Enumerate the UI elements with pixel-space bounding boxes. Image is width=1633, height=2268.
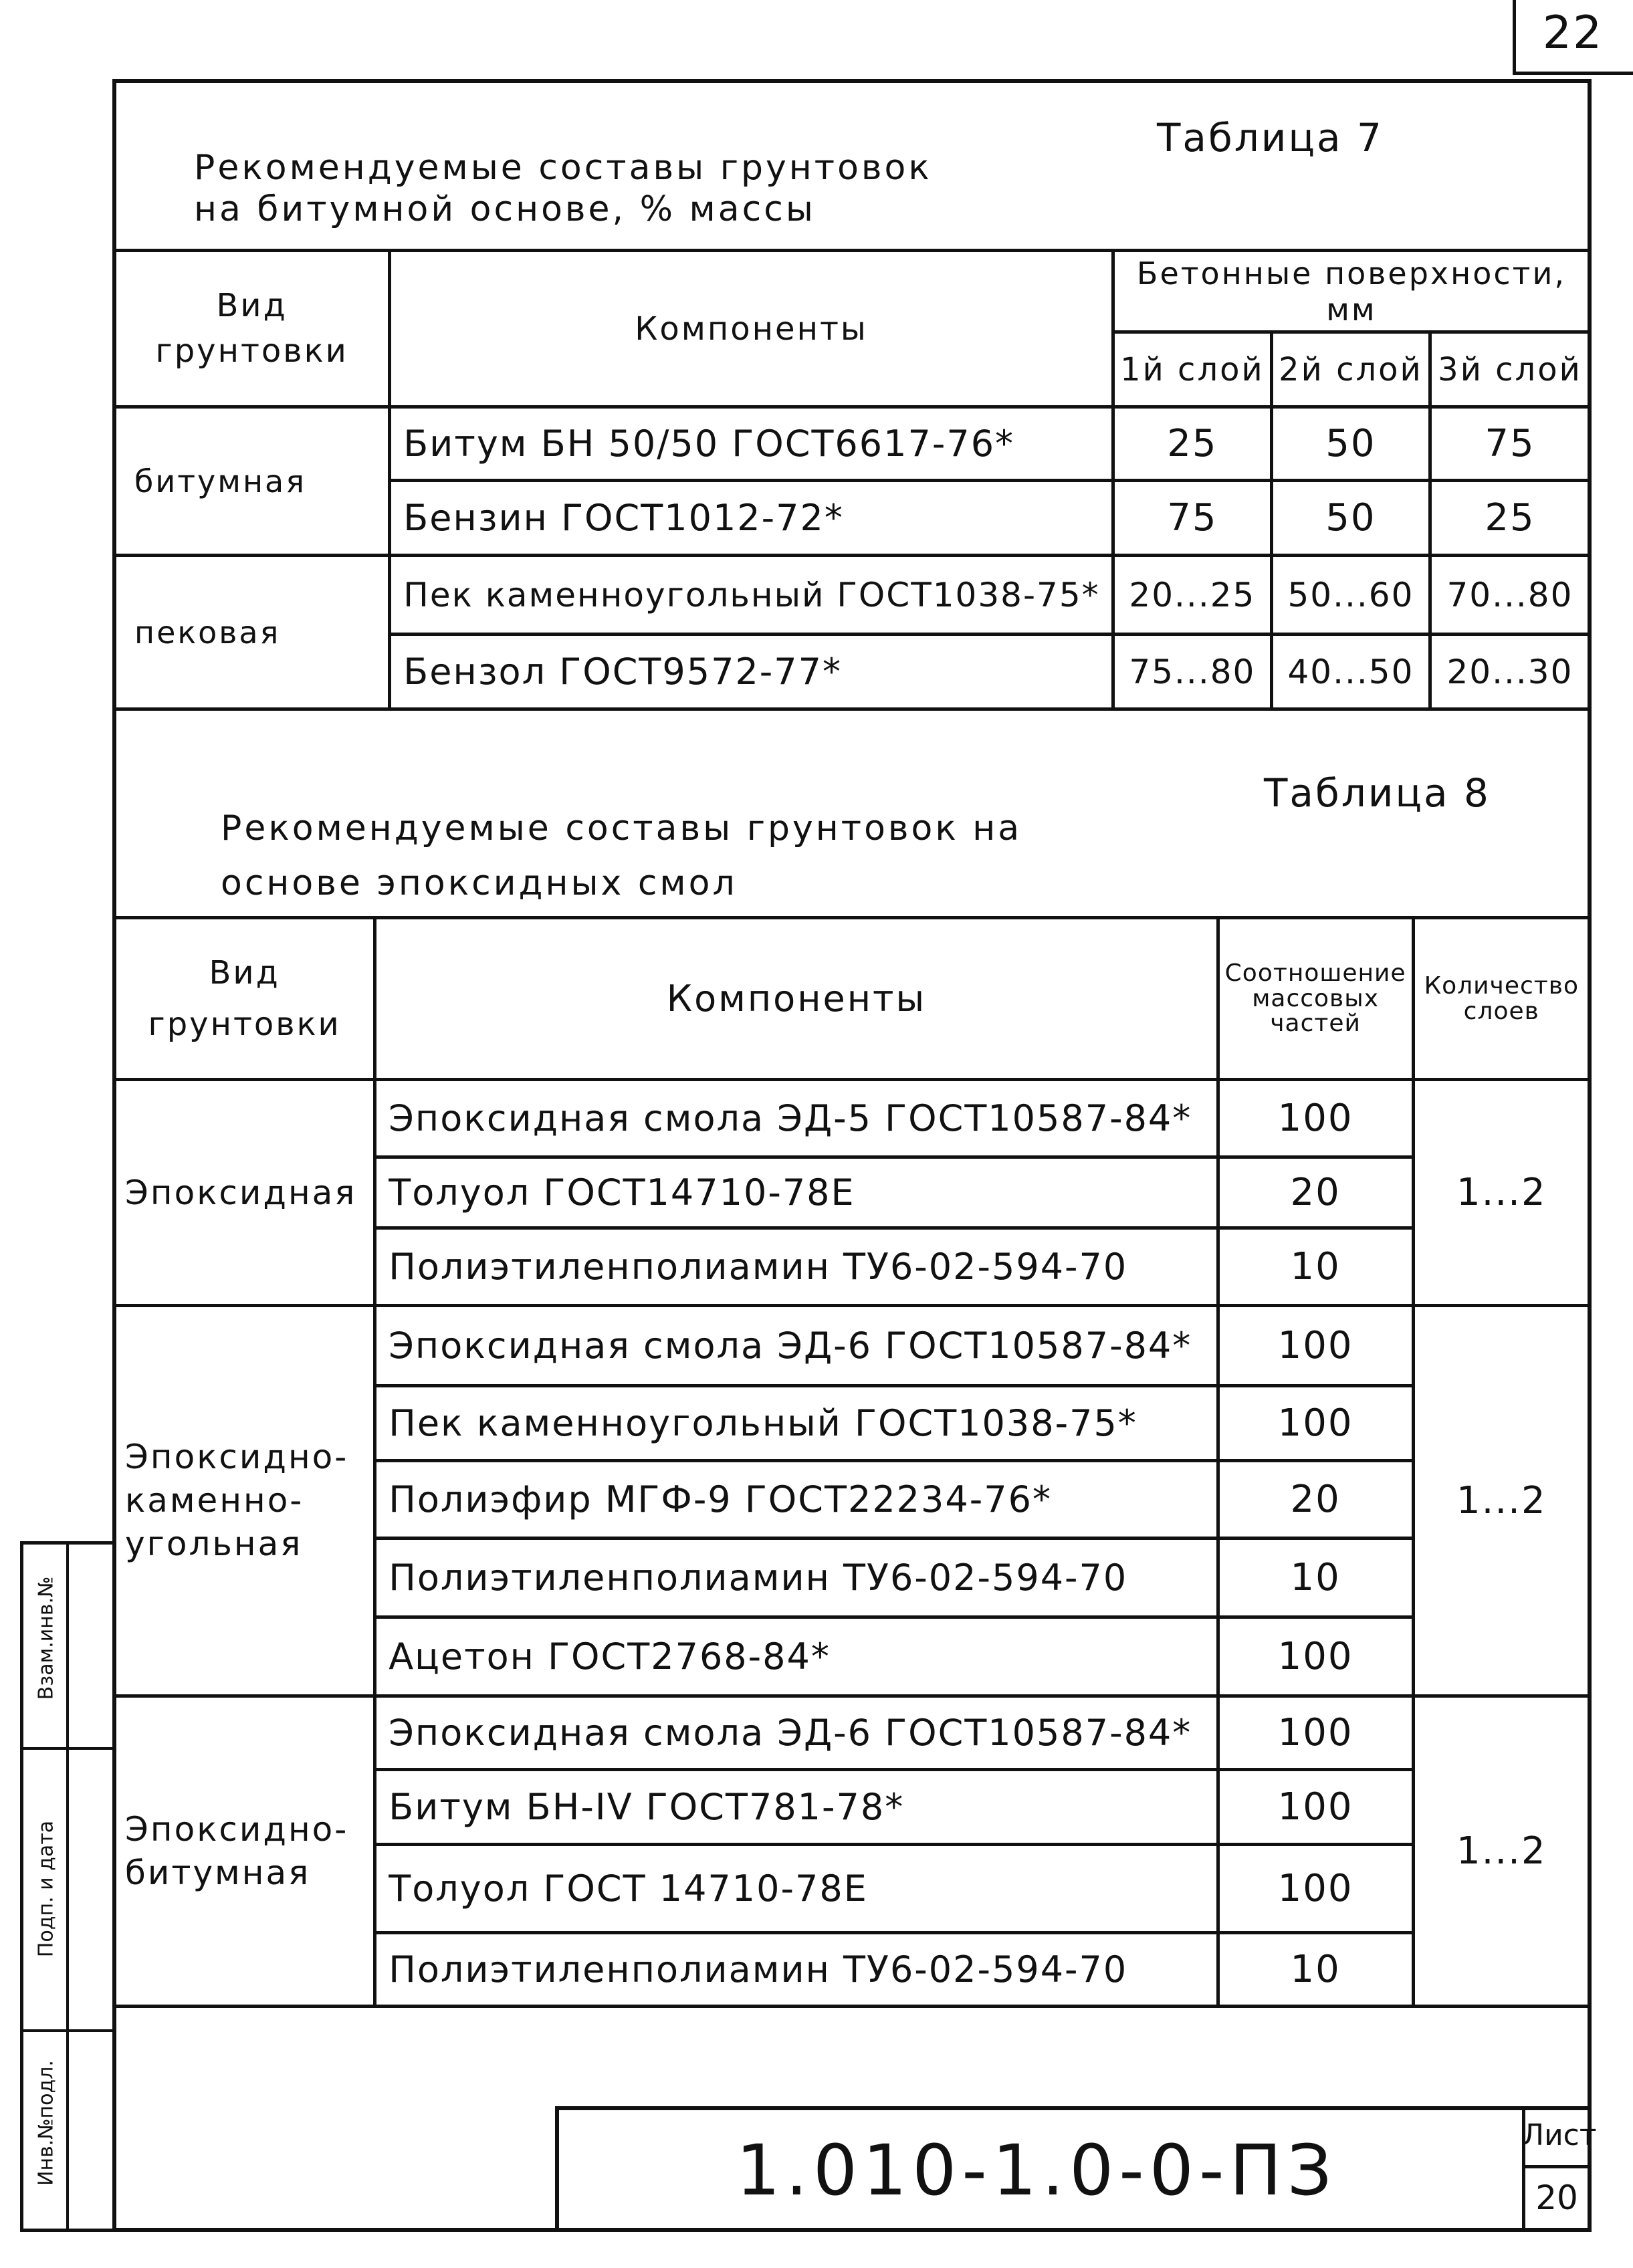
t8-component: Битум БН-IV ГОСТ781-78*: [375, 1770, 1218, 1845]
t8-header-type-text: Вид грунтовки: [148, 953, 341, 1043]
t8-header-type: [114, 918, 375, 1080]
stamp-replace-inv: Взам.инв.№: [34, 1576, 58, 1700]
table7-label: Таблица 7: [1157, 115, 1384, 160]
t7-component: Битум БН 50/50 ГОСТ6617-76*: [390, 407, 1113, 481]
t8-ratio: 100: [1218, 1845, 1413, 1933]
table7-title-line1: Рекомендуемые составы грунтовок: [194, 148, 932, 188]
t7-value: 75...80: [1113, 635, 1271, 709]
t7-header-components: Компоненты: [390, 251, 1113, 407]
t8-ratio: 20: [1218, 1461, 1413, 1539]
t8-ratio: 100: [1218, 1306, 1413, 1386]
t7-type-bitumen: битумная: [114, 407, 390, 556]
t7-header-layer3: 3й слой: [1430, 332, 1590, 407]
stamp-inv-no: Инв.№подл.: [34, 2060, 58, 2186]
t7-value: 20...30: [1430, 635, 1590, 709]
t8-header-ratio: [1218, 918, 1413, 1080]
t8-type-epoxy-coal-text: Эпоксидно-каменно-угольная: [125, 1438, 349, 1563]
table8-title-line2: основе эпоксидных смол: [221, 863, 738, 903]
t8-layers: 1...2: [1413, 1306, 1590, 1696]
table8: [112, 916, 1592, 2008]
t8-header-layers-text: Количество слоев: [1424, 972, 1579, 1025]
t7-value: 75: [1113, 481, 1271, 556]
t8-type-epoxy: Эпоксидная: [114, 1080, 375, 1306]
sheet-label: Лист: [1522, 2118, 1597, 2152]
sheet-number: 20: [1535, 2178, 1578, 2217]
t7-value: 20...25: [1113, 556, 1271, 635]
t8-component: Полиэфир МГФ-9 ГОСТ22234-76*: [375, 1461, 1218, 1539]
page-number: 22: [1542, 7, 1604, 60]
stamp-sign-date: Подп. и дата: [34, 1820, 58, 1958]
t8-component: Эпоксидная смола ЭД-6 ГОСТ10587-84*: [375, 1696, 1218, 1770]
t8-component: Ацетон ГОСТ2768-84*: [375, 1617, 1218, 1696]
t8-component: Полиэтиленполиамин ТУ6-02-594-70: [375, 1539, 1218, 1617]
table8-title-line1: Рекомендуемые составы грунтовок на: [221, 808, 1022, 848]
t8-ratio: 100: [1218, 1696, 1413, 1770]
t7-component: Бензол ГОСТ9572-77*: [390, 635, 1113, 709]
t7-component: Пек каменноугольный ГОСТ1038-75*: [390, 556, 1113, 635]
t7-value: 25: [1113, 407, 1271, 481]
t8-component: Полиэтиленполиамин ТУ6-02-594-70: [375, 1933, 1218, 2007]
table7-title-line2: на битумной основе, % массы: [194, 189, 816, 229]
t8-header-ratio-text: Соотношение массовых частей: [1224, 959, 1406, 1038]
t8-component: Толуол ГОСТ14710-78Е: [375, 1157, 1218, 1228]
t7-value: 50...60: [1271, 556, 1430, 635]
t7-value: 25: [1430, 481, 1590, 556]
t7-header-surfaces: Бетонные поверхности, мм: [1113, 251, 1590, 332]
t8-layers: 1...2: [1413, 1080, 1590, 1306]
t7-type-pitch: пековая: [114, 556, 390, 709]
t8-component: Толуол ГОСТ 14710-78Е: [375, 1845, 1218, 1933]
table8-label: Таблица 8: [1264, 770, 1491, 816]
t7-header-layer1: 1й слой: [1113, 332, 1271, 407]
t8-ratio: 100: [1218, 1080, 1413, 1157]
t7-header-type: [114, 251, 390, 407]
t7-value: 50: [1271, 481, 1430, 556]
t8-layers: 1...2: [1413, 1696, 1590, 2007]
table7: [112, 249, 1592, 711]
t8-component: Пек каменноугольный ГОСТ1038-75*: [375, 1386, 1218, 1461]
t8-component: Эпоксидная смола ЭД-6 ГОСТ10587-84*: [375, 1306, 1218, 1386]
t8-ratio: 20: [1218, 1157, 1413, 1228]
t8-component: Полиэтиленполиамин ТУ6-02-594-70: [375, 1228, 1218, 1306]
stamp-divider: [23, 2029, 116, 2032]
t7-header-type-text: Вид грунтовки: [155, 287, 348, 370]
t8-ratio: 100: [1218, 1386, 1413, 1461]
t7-value: 70...80: [1430, 556, 1590, 635]
t8-type-epoxy-coal: [114, 1306, 375, 1696]
t8-type-epoxy-bitumen: [114, 1696, 375, 2007]
t7-component: Бензин ГОСТ1012-72*: [390, 481, 1113, 556]
document-code: 1.010-1.0-0-ПЗ: [736, 2130, 1337, 2211]
t8-ratio: 100: [1218, 1617, 1413, 1696]
t7-header-layer2: 2й слой: [1271, 332, 1430, 407]
t8-header-layers: [1413, 918, 1590, 1080]
t8-ratio: 10: [1218, 1228, 1413, 1306]
t7-value: 75: [1430, 407, 1590, 481]
t8-component: Эпоксидная смола ЭД-5 ГОСТ10587-84*: [375, 1080, 1218, 1157]
stamp-strip: [20, 1541, 116, 2232]
t7-value: 50: [1271, 407, 1430, 481]
t7-value: 40...50: [1271, 635, 1430, 709]
stamp-divider: [23, 1747, 116, 1750]
t8-type-epoxy-bitumen-text: Эпоксидно-битумная: [125, 1809, 349, 1892]
sheet-divider: [1522, 2165, 1592, 2168]
t8-ratio: 10: [1218, 1933, 1413, 2007]
t8-ratio: 100: [1218, 1770, 1413, 1845]
t8-header-components: Компоненты: [375, 918, 1218, 1080]
t8-ratio: 10: [1218, 1539, 1413, 1617]
